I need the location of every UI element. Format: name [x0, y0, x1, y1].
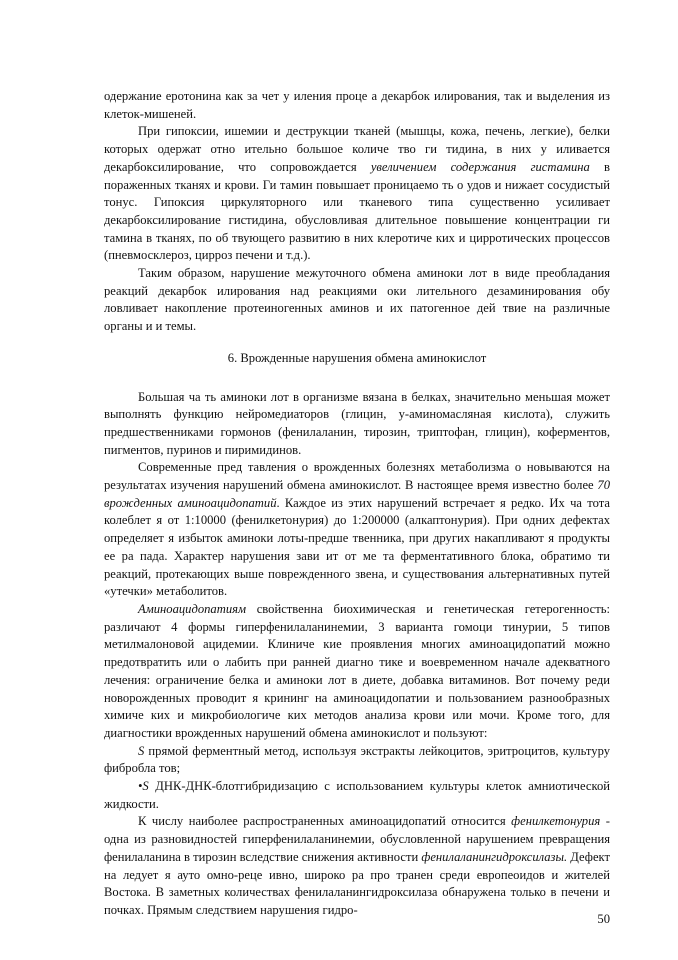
- spacer: [104, 381, 610, 389]
- section-heading: 6. Врожденные нарушения обмена аминокислот: [227, 350, 487, 365]
- paragraph-hypoxia: [104, 123, 610, 265]
- text-run: . Каждое из этих нарушений встречает я редко. Их ча тота колеблет я от 1:10000 (фенилкетонурия) до 1:200000 (алкаптонурия). При одних дефектах определяет я избыток аминоки лоты-предше твенника, при других накапливают я продукты ее ра пада. Характер нарушения зави ит от ме та ферментативного блока, обратимо ти реакций, протекающих выше поврежденного звена, и существования альтернативных путей «утечки» метаболитов.: [104, 495, 610, 599]
- list-item-enzyme-method: [104, 743, 610, 778]
- italic-run: Аминоацидопатиям: [138, 601, 247, 616]
- italic-run: •S: [138, 779, 149, 794]
- italic-run: 70 врожденных аминоацидопатий: [104, 478, 610, 510]
- italic-run: фенилаланингидроксилазы.: [421, 849, 568, 864]
- text-run: Дефект на ледует я ауто омно-реце ивно, широко ра про транен среди европеоидов и жителей Востока. В заметных количествах фенилаланингидроксилаза обнаружена только в печени и почках. Прямым следствием нарушения гидро-: [104, 849, 611, 917]
- paragraph-amino-acids: Большая ча ть аминоки лот в организме вязана в белках, значительно меньшая может выполнять функцию нейромедиаторов (глицин, у-аминомасляная кислота), служить предшественниками гормонов (фенилаланин, тирозин, триптофан, глицин), коферментов, пигментов, пуринов и пиримидинов.: [104, 389, 610, 457]
- text-run: прямой ферментный метод, используя экстракты лейкоцитов, эритроцитов, культуру фибробла тов;: [104, 743, 610, 776]
- paragraph-conclusion: Таким образом, нарушение межуточного обмена аминоки лот в виде преобладания реакций декарбок илирования над реакциями оки лительного дезаминирования обу ловливает накопление протеиногенных аминов и их патогенное дей твие на различные органы и и темы.: [104, 266, 610, 334]
- italic-run: увеличением содержания гистамина: [370, 159, 590, 174]
- text-run: К числу наиболее распространенных аминоацидопатий относится: [138, 814, 512, 829]
- text-run: свойственна биохимическая и генетическая гетерогенность: различают 4 формы гиперфенилаланинемии, 3 варианта гомоци тинурии, 5 типов метилмалоновой ацидемии. Клиниче кие проявления многих аминоацидопатий можно предотвратить или о лабить при ранней диагно тике и воевременном начале адекватного лечения: ограничение белка и аминоки лот в диете, добавка витаминов. Вот почему реди новорожденных проводит я крининг на аминоацидопатии и пользованием разнообразных химиче ких и микробиологиче ких методов анализа крови или мочи. Кроме того, для диагностики врожденных нарушений обмена аминокислот и пользуют:: [104, 601, 610, 740]
- page-body: [104, 88, 610, 920]
- paragraph-continuation: [104, 88, 610, 123]
- italic-run: S: [138, 743, 145, 758]
- paragraph-phenylketonuria: [104, 813, 610, 919]
- paragraph-heterogeneity: [104, 601, 610, 743]
- text-run: ДНК-ДНК-блотгибридизацию с использованием культуры клеток амниотической жидкости.: [104, 779, 610, 811]
- text-run: При гипоксии, ишемии и деструкции тканей (мышцы, кожа, печень, легкие), белки которых одержат отно ительно большое количе тво ги тидина, в них у иливается декарбоксилирование, что сопровождается: [104, 124, 610, 174]
- text-run: в пораженных тканях и крови. Ги тамин повышает проницаемо ть о удов и нижает сосудистый тонус. Гипоксия циркуляторного или тканевого типа существенно усиливает декарбоксилирование гистидина, обусловливая длительное повышение концентрации ги тамина в тканях, по об твующего развитию в них клеротиче ких и цирротических процессов (пневмосклероз, цирроз печени и т.д.).: [104, 159, 610, 263]
- text-run: - одна из разновидностей гиперфенилаланинемии, обусловленной нарушением превращения фенилаланина в тирозин вследствие снижения активности: [104, 814, 610, 864]
- list-item-dna-blot: [104, 778, 610, 813]
- text-run: Современные пред тавления о врожденных болезнях метаболизма о новываются на результатах изучения нарушений обмена аминокислот. В настоящее время известно более: [104, 460, 610, 493]
- page-number: 50: [597, 912, 610, 926]
- italic-run: фенилкетонурия: [511, 814, 601, 829]
- paragraph-congenital: [104, 459, 610, 601]
- paragraph-text: одержание еротонина как за чет у иления проце а декарбок илирования, так и выделения из клеток-мишеней.: [104, 89, 610, 121]
